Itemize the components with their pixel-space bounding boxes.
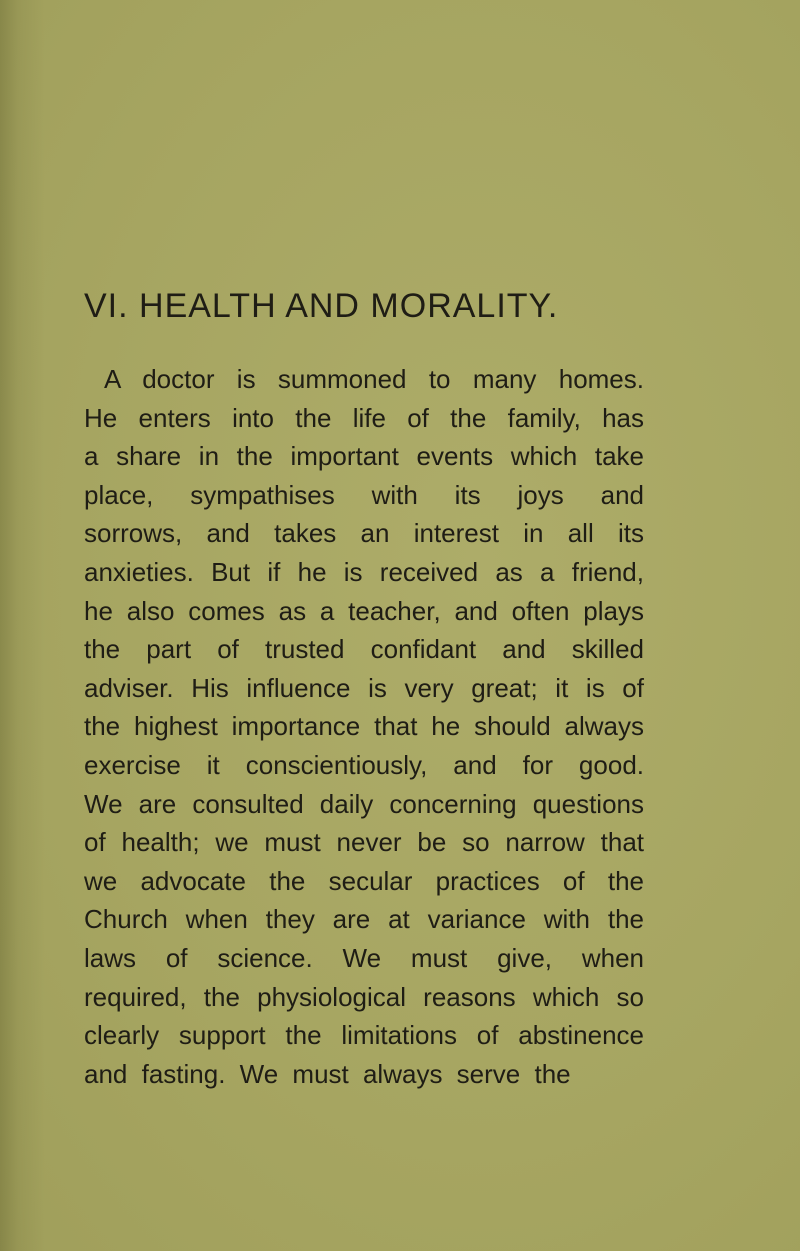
- text-line: place, sympathises with its joys and: [84, 479, 644, 510]
- text-line: sorrows, and takes an interest in all its: [84, 518, 644, 549]
- chapter-heading: VI. HEALTH AND MORALITY.: [84, 287, 559, 325]
- text-line: We are consulted daily concerning questions: [84, 788, 644, 819]
- text-line: A doctor is summoned to many homes.: [104, 364, 644, 394]
- text-line: exercise it conscientiously, and for good.: [84, 749, 644, 780]
- text-line: of health; we must never be so narrow that: [84, 827, 644, 858]
- text-line: Church when they are at variance with the: [84, 904, 644, 935]
- text-line: and fasting. We must always serve the: [84, 1058, 571, 1089]
- body-paragraph: [84, 360, 644, 1093]
- text-line: adviser. His influence is very great; it is of: [84, 672, 644, 703]
- text-line: laws of science. We must give, when: [84, 942, 644, 973]
- text-line: a share in the important events which take: [84, 441, 644, 472]
- text-line: required, the physiological reasons which so: [84, 981, 644, 1012]
- text-line: the highest importance that he should always: [84, 711, 644, 742]
- text-line: we advocate the secular practices of the: [84, 865, 644, 896]
- text-line: the part of trusted confidant and skilled: [84, 634, 644, 665]
- text-line: anxieties. But if he is received as a friend,: [84, 556, 644, 587]
- text-line: he also comes as a teacher, and often plays: [84, 595, 644, 626]
- text-line: clearly support the limitations of abstinence: [84, 1020, 644, 1051]
- text-line: He enters into the life of the family, has: [84, 402, 644, 433]
